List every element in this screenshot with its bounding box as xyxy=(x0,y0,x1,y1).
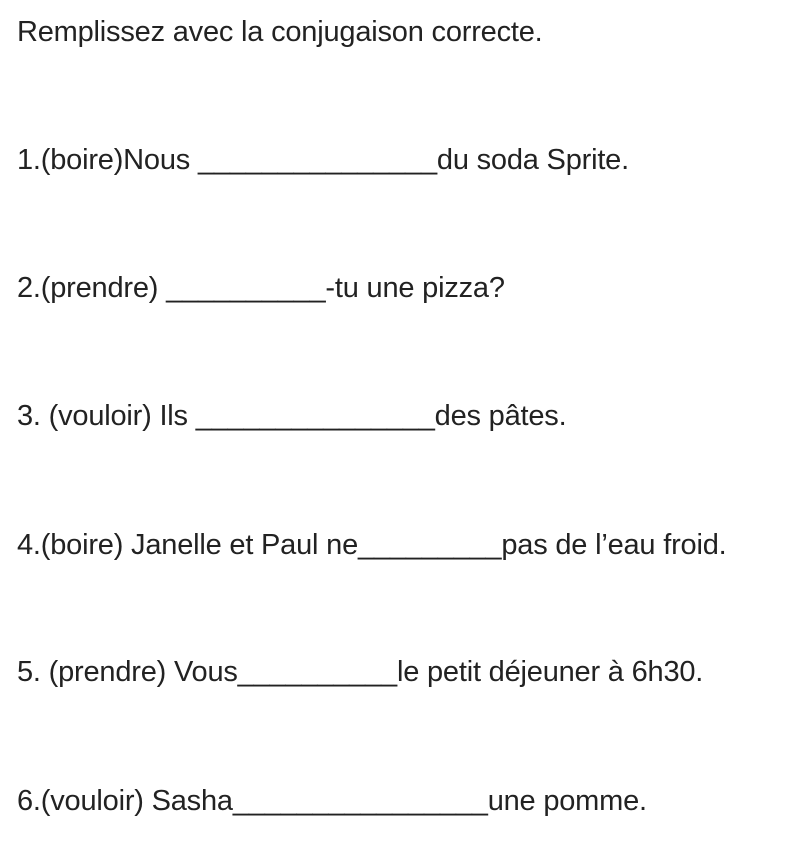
exercise-3 xyxy=(17,398,566,434)
exercise-6-blank: ________________ xyxy=(232,785,488,817)
exercise-1-ending: du soda Sprite. xyxy=(436,144,629,176)
exercise-1-blank: _______________ xyxy=(197,144,437,176)
instruction-text: Remplissez avec la conjugaison correcte. xyxy=(17,16,543,48)
exercise-4-blank: _________ xyxy=(358,529,502,561)
exercise-6-ending: une pomme. xyxy=(487,785,647,817)
exercise-6-prompt: 6.(vouloir) Sasha xyxy=(17,785,233,817)
exercise-1-prompt: 1.(boire)Nous xyxy=(17,144,198,176)
exercise-4-ending: pas de l’eau froid. xyxy=(501,529,727,561)
exercise-6 xyxy=(17,783,647,819)
exercise-2-prompt: 2.(prendre) xyxy=(17,272,167,304)
exercise-2-blank: __________ xyxy=(166,272,326,304)
exercise-5-blank: __________ xyxy=(237,656,397,688)
exercise-5-ending: le petit déjeuner à 6h30. xyxy=(396,656,704,688)
exercise-1 xyxy=(17,142,629,178)
exercise-3-prompt: 3. (vouloir) Ils xyxy=(17,400,196,432)
exercise-5 xyxy=(17,654,703,690)
exercise-4 xyxy=(17,527,727,563)
exercise-3-blank: _______________ xyxy=(195,400,435,432)
exercise-2-ending: -tu une pizza? xyxy=(325,272,505,304)
exercise-4-prompt: 4.(boire) Janelle et Paul ne xyxy=(17,529,358,561)
exercise-3-ending: des pâtes. xyxy=(434,400,567,432)
exercise-5-prompt: 5. (prendre) Vous xyxy=(17,656,238,688)
exercise-2 xyxy=(17,270,505,306)
